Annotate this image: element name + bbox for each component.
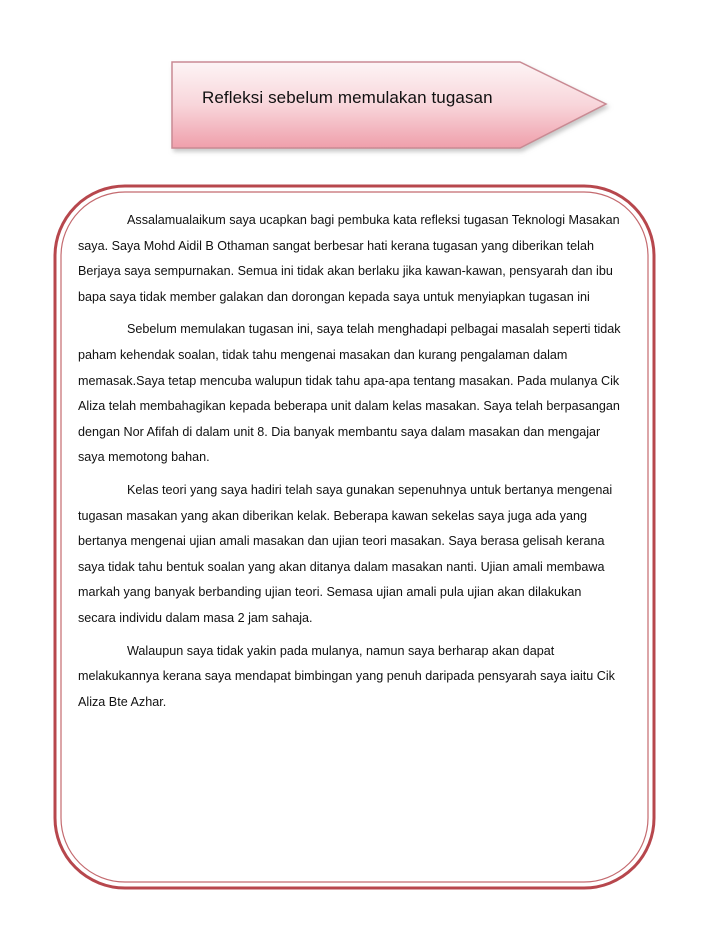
paragraph-1 xyxy=(78,208,660,310)
text-line: paham kehendak soalan, tidak tahu mengenai masakan dan kurang pengalaman dalam xyxy=(78,347,568,362)
text-line: dengan Nor Afifah di dalam unit 8. Dia banyak membantu saya dalam masakan dan mengajar xyxy=(78,424,601,439)
banner-title: Refleksi sebelum memulakan tugasan xyxy=(202,88,493,107)
text-line: secara individu dalam masa 2 jam sahaja. xyxy=(78,610,313,625)
text-line: Aliza telah membahagikan kepada beberapa unit dalam kelas masakan. Saya telah berpasangan xyxy=(78,399,620,414)
text-line: Aliza Bte Azhar. xyxy=(78,694,167,709)
text-line: Assalamualaikum saya ucapkan bagi pembuka kata refleksi tugasan Teknologi Masakan xyxy=(127,213,620,227)
paragraph-4 xyxy=(78,639,660,716)
paragraph-2 xyxy=(78,317,660,471)
text-line: melakukannya kerana saya mendapat bimbingan yang penuh daripada pensyarah saya iaitu Cik xyxy=(78,669,615,684)
text-line: saya tidak tahu bentuk soalan yang akan ditanya dalam masakan nanti. Ujian amali membawa xyxy=(78,559,605,574)
text-line: bertanya mengenai ujian amali masakan dan ujian teori masakan. Saya berasa gelisah kerana xyxy=(78,534,605,549)
text-line: saya. Saya Mohd Aidil B Othaman sangat berbesar hati kerana tugasan yang diberikan telah xyxy=(78,238,594,253)
text-line: Walaupun saya tidak yakin pada mulanya, namun saya berharap akan dapat xyxy=(127,643,555,658)
text-line: memasak.Saya tetap mencuba walupun tidak tahu apa-apa tentang masakan. Pada mulanya Cik xyxy=(78,373,620,388)
text-line: bapa saya tidak member galakan dan dorongan kepada saya untuk menyiapkan tugasan ini xyxy=(78,289,590,304)
text-line: saya memotong bahan. xyxy=(78,450,210,465)
paragraph-3 xyxy=(78,478,660,632)
text-line: Berjaya saya sempurnakan. Semua ini tidak akan berlaku jika kawan-kawan, pensyarah dan ibu xyxy=(78,264,613,279)
text-line: markah yang banyak berbanding ujian teori. Semasa ujian amali pula ujian akan dilakukan xyxy=(78,585,582,600)
text-line: Sebelum memulakan tugasan ini, saya telah menghadapi pelbagai masalah seperti tidak xyxy=(127,322,621,337)
text-line: Kelas teori yang saya hadiri telah saya gunakan sepenuhnya untuk bertanya mengenai xyxy=(127,482,613,497)
title-banner xyxy=(168,58,610,154)
text-line: tugasan masakan yang akan diberikan kelak. Beberapa kawan sekelas saya juga ada yang xyxy=(78,508,587,523)
reflection-text xyxy=(78,208,660,722)
